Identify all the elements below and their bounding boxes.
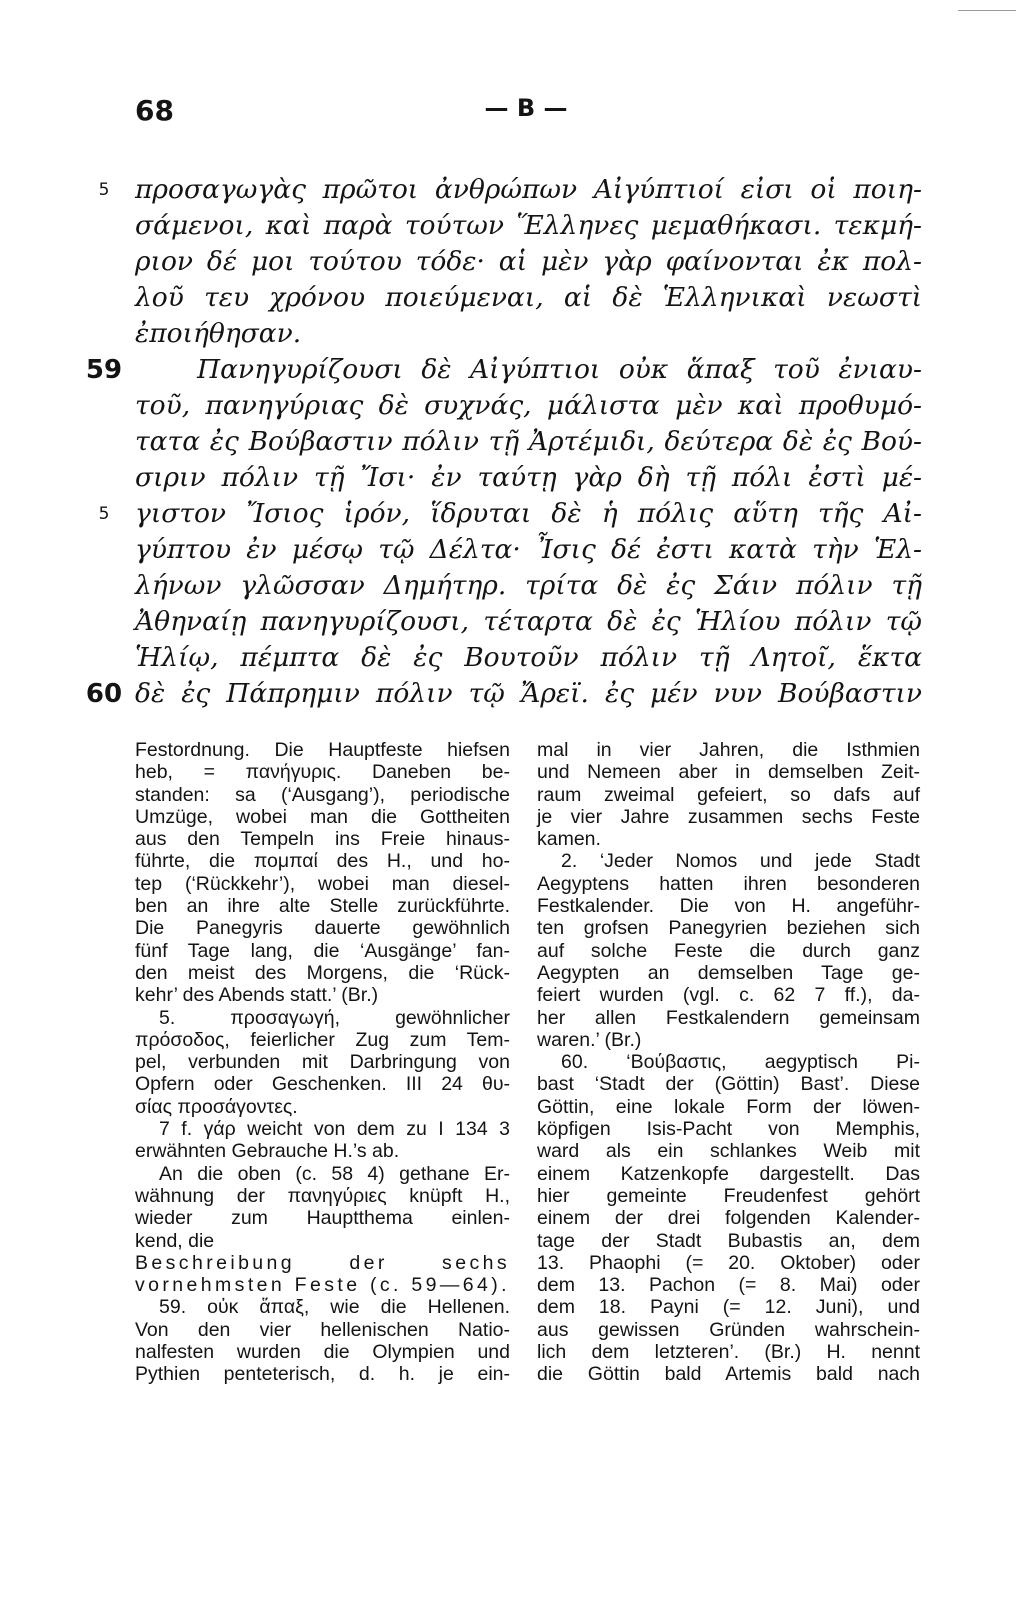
note-line: Aegyptens hatten ihren besonderen <box>537 872 920 895</box>
note-line: Opfern oder Geschenken. III 24 θυ- <box>135 1073 510 1096</box>
note-line: Die Panegyris dauerte gewöhnlich <box>135 917 510 940</box>
line-number-marker <box>84 532 124 568</box>
line-number-marker <box>84 604 124 640</box>
note-line: 60. ‘Βούβαστις, aegyptisch Pi- <box>561 1051 920 1074</box>
note-line: dem 18. Payni (= 12. Juni), und <box>537 1296 920 1319</box>
note-line: 7 f. γάρ weicht von dem zu I 134 3 <box>159 1118 510 1141</box>
note-line: ben an ihre alte Stelle zurückführte. <box>135 895 510 918</box>
greek-text-line: γιστον Ἴσιος ἱρόν, ἵδρυται δὲ ἡ πόλις αὕτη τῆς Αἰ- <box>135 498 922 529</box>
note-line: nalfesten wurden die Olympien und <box>135 1341 510 1364</box>
note-line: standen: sa (‘Ausgang’), periodische <box>135 783 510 806</box>
note-line: Festkalender. Die von H. angeführ- <box>537 895 920 918</box>
note-line: die Göttin bald Artemis bald nach <box>537 1363 920 1386</box>
line-number-marker <box>84 424 124 460</box>
note-line: raum zweimal gefeiert, so dafs auf <box>537 783 920 806</box>
note-line: her allen Festkalendern gemeinsam <box>537 1006 920 1029</box>
note-line: tep (‘Rückkehr’), wobei man diesel- <box>135 872 510 895</box>
note-line: bast ‘Stadt der (Göttin) Bast’. Diese <box>537 1073 920 1096</box>
note-line: πρόσοδος, feierlicher Zug zum Tem- <box>135 1028 510 1051</box>
chapter-number-marker: 59 <box>85 355 123 385</box>
greek-text-line: Ἡλίῳ, πέμπτα δὲ ἐς Βουτοῦν πόλιν τῇ Λητοῖ, ἕκτα <box>135 642 922 673</box>
note-line: 13. Phaophi (= 20. Oktober) oder <box>537 1251 920 1274</box>
line-number-marker <box>84 388 124 424</box>
notes-left-column <box>135 739 510 1386</box>
note-line: kamen. <box>537 828 601 851</box>
line-number-marker <box>84 280 124 316</box>
greek-text-line: γύπτου ἐν μέσῳ τῷ Δέλτα· Ἶσις δέ ἐστι κατὰ τὴν Ἑλ- <box>135 534 922 565</box>
line-number-marker: 5 <box>98 180 110 200</box>
greek-text-line: ἐποιήθησαν. <box>135 318 302 349</box>
note-line: wieder zum Hauptthema einlen- <box>135 1207 510 1230</box>
line-number-marker <box>84 640 124 676</box>
section-heading: Beschreibung der sechs <box>135 1251 510 1274</box>
line-number-marker <box>84 316 124 352</box>
note-line: mal in vier Jahren, die Isthmien <box>537 739 920 761</box>
note-line: köpfigen Isis-Pacht von Memphis, <box>537 1118 920 1141</box>
note-line: einem der drei folgenden Kalender- <box>537 1207 920 1230</box>
scan-edge-line <box>958 10 1016 11</box>
note-line: heb, = πανήγυρις. Daneben be- <box>135 761 510 784</box>
note-line: An die oben (c. 58 4) gethane Er- <box>159 1162 510 1185</box>
note-line: waren.’ (Br.) <box>537 1028 642 1051</box>
chapter-number-marker: 60 <box>85 679 123 709</box>
note-line: führte, die πομπαί des H., und ho- <box>135 850 510 873</box>
note-line: Pythien penteterisch, d. h. je ein- <box>135 1363 510 1386</box>
note-line: aus den Tempeln ins Freie hinaus- <box>135 828 510 851</box>
note-line: wähnung der πανηγύριες knüpft H., <box>135 1184 510 1207</box>
note-line: einem Katzenkopfe dargestellt. Das <box>537 1162 920 1185</box>
note-line: lich dem letzteren’. (Br.) H. nennt <box>537 1341 920 1364</box>
line-number-marker <box>84 568 124 604</box>
greek-text-line: σάμενοι, καὶ παρὰ τούτων Ἕλληνες μεμαθήκασι. τεκμή- <box>135 210 922 241</box>
note-line: pel, verbunden mit Darbringung von <box>135 1051 510 1074</box>
note-line: auf solche Feste die durch ganz <box>537 939 920 962</box>
greek-text-line: Πανηγυρίζουσι δὲ Αἰγύπτιοι οὐκ ἅπαξ τοῦ ἐνιαυ- <box>197 354 922 385</box>
note-line: je vier Jahre zusammen sechs Feste <box>537 805 920 828</box>
greek-text-line: δὲ ἐς Πάπρημιν πόλιν τῷ Ἄρεϊ. ἐς μέν νυν Βούβαστιν <box>135 678 922 709</box>
note-line: erwähnten Gebrauche H.’s ab. <box>135 1140 400 1163</box>
running-head: — B — <box>484 94 568 122</box>
note-line: und Nemeen aber in demselben Zeit- <box>537 761 920 784</box>
note-line: fünf Tage lang, die ‘Ausgänge’ fan- <box>135 939 510 962</box>
greek-text-line: ριον δέ μοι τούτου τόδε· αἱ μὲν γὰρ φαίνονται ἐκ πολ- <box>135 246 922 277</box>
notes-right-column <box>537 739 920 1386</box>
note-line: kehr’ des Abends statt.’ (Br.) <box>135 984 379 1007</box>
line-number-marker <box>84 460 124 496</box>
line-number-marker <box>84 208 124 244</box>
note-line: tage der Stadt Bubastis an, dem <box>537 1229 920 1252</box>
line-number-marker: 5 <box>98 504 110 524</box>
greek-text-line: προσαγωγὰς πρῶτοι ἀνθρώπων Αἰγύπτιοί εἰσι οἱ ποιη- <box>135 174 922 205</box>
note-line: aus gewissen Gründen wahrschein- <box>537 1318 920 1341</box>
note-line: Aegypten an demselben Tage ge- <box>537 961 920 984</box>
page-header <box>0 94 1024 134</box>
page-number: 68 <box>135 94 174 127</box>
note-line: hier gemeinte Freudenfest gehört <box>537 1184 920 1207</box>
greek-text-line: λήνων γλῶσσαν Δημήτηρ. τρίτα δὲ ἐς Σάιν πόλιν τῇ <box>135 570 922 601</box>
note-line: den meist des Morgens, die ‘Rück- <box>135 961 510 984</box>
note-line: ten grofsen Panegyrien beziehen sich <box>537 917 920 940</box>
note-line: dem 13. Pachon (= 8. Mai) oder <box>537 1274 920 1297</box>
note-line: 2. ‘Jeder Nomos und jede Stadt <box>561 850 920 873</box>
section-heading: vornehmsten Feste (c. 59—64). <box>135 1274 510 1297</box>
greek-text-line: λοῦ τευ χρόνου ποιεύμεναι, αἱ δὲ Ἑλληνικαὶ νεωστὶ <box>135 282 922 313</box>
greek-text-line: σιριν πόλιν τῇ Ἴσι· ἐν ταύτῃ γὰρ δὴ τῇ πόλι ἐστὶ μέ- <box>135 462 922 493</box>
greek-text-line: Ἀθηναίῃ πανηγυρίζουσι, τέταρτα δὲ ἐς Ἡλίου πόλιν τῷ <box>135 606 922 637</box>
greek-text-line: τοῦ, πανηγύριας δὲ συχνάς, μάλιστα μὲν καὶ προθυμό- <box>135 390 922 421</box>
note-line: Festordnung. Die Hauptfeste hiefsen <box>135 739 510 761</box>
greek-text-line: τατα ἐς Βούβαστιν πόλιν τῇ Ἀρτέμιδι, δεύτερα δὲ ἐς Βού- <box>135 426 922 457</box>
note-line: Göttin, eine lokale Form der löwen- <box>537 1095 920 1118</box>
note-line: σίας προσάγοντες. <box>135 1095 298 1118</box>
note-line: kend, die <box>135 1229 215 1252</box>
line-number-marker <box>84 244 124 280</box>
note-line: Umzüge, wobei man die Gottheiten <box>135 805 510 828</box>
note-line: feiert wurden (vgl. c. 62 7 ff.), da- <box>537 984 920 1007</box>
note-line: 5. προσαγωγή, gewöhnlicher <box>159 1006 510 1029</box>
note-line: Von den vier hellenischen Natio- <box>135 1318 510 1341</box>
note-line: ward als ein schlankes Weib mit <box>537 1140 920 1163</box>
note-line: 59. οὐκ ἅπαξ, wie die Hellenen. <box>159 1296 510 1319</box>
